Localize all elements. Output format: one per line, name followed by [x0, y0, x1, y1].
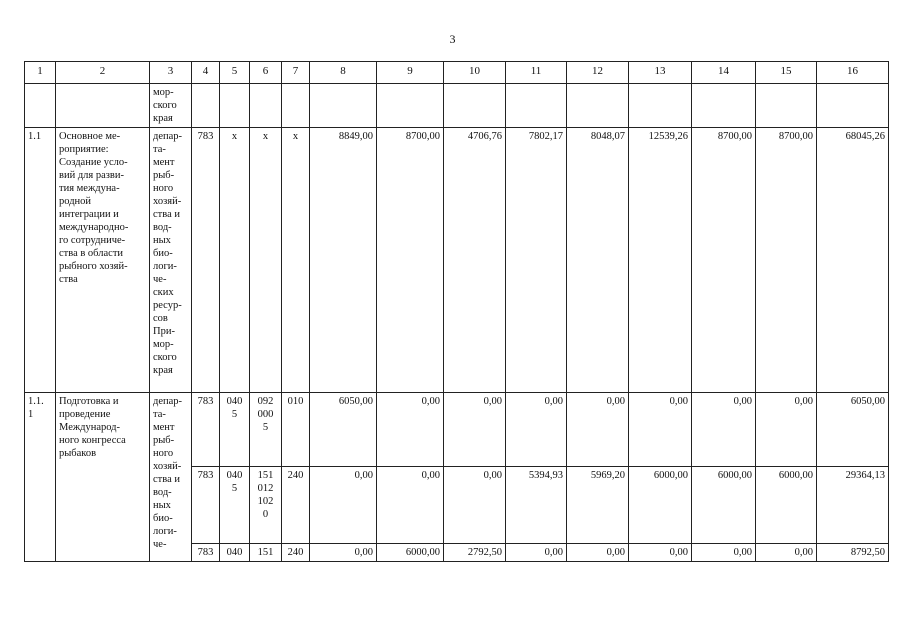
col-header: 15: [756, 62, 817, 84]
amount-cell: 8849,00: [310, 128, 377, 393]
col-header: 14: [692, 62, 756, 84]
cell: [25, 84, 56, 128]
col-header: 2: [56, 62, 150, 84]
responsible-executor-cell: депар- та- мент рыб- ного хозяй- ства и вод- ных био- логи- че-: [150, 393, 192, 562]
amount-cell: 0,00: [310, 467, 377, 544]
cell: [220, 84, 250, 128]
total-cell: 6050,00: [817, 393, 889, 467]
col-header: 7: [282, 62, 310, 84]
amount-cell: 0,00: [506, 544, 567, 562]
col-header: 5: [220, 62, 250, 84]
total-cell: 8792,50: [817, 544, 889, 562]
cell: [817, 84, 889, 128]
amount-cell: 0,00: [629, 544, 692, 562]
amount-cell: 6050,00: [310, 393, 377, 467]
item-name-cell: Подготовка и проведение Международ- ного конгресса рыбаков: [56, 393, 150, 562]
cell: [629, 84, 692, 128]
code-cell: 783: [192, 128, 220, 393]
code-cell: 151 012 102 0: [250, 467, 282, 544]
code-cell: х: [250, 128, 282, 393]
cell: [56, 84, 150, 128]
column-number-header: [25, 62, 889, 84]
amount-cell: 8700,00: [377, 128, 444, 393]
amount-cell: 6000,00: [629, 467, 692, 544]
amount-cell: 6000,00: [692, 467, 756, 544]
code-cell: х: [282, 128, 310, 393]
amount-cell: 0,00: [377, 393, 444, 467]
amount-cell: 5969,20: [567, 467, 629, 544]
code-cell: 783: [192, 544, 220, 562]
responsible-executor-cell: депар- та- мент рыб- ного хозяй- ства и вод- ных био- логи- че- ских ресур- сов При- мор- ского края: [150, 128, 192, 393]
col-header: 12: [567, 62, 629, 84]
col-header: 4: [192, 62, 220, 84]
code-cell: 783: [192, 393, 220, 467]
amount-cell: 0,00: [629, 393, 692, 467]
budget-table: [24, 61, 889, 562]
amount-cell: 4706,76: [444, 128, 506, 393]
code-cell: 040 5: [220, 393, 250, 467]
amount-cell: 0,00: [756, 393, 817, 467]
amount-cell: 0,00: [692, 544, 756, 562]
amount-cell: 0,00: [444, 467, 506, 544]
amount-cell: 2792,50: [444, 544, 506, 562]
col-header: 10: [444, 62, 506, 84]
amount-cell: 0,00: [506, 393, 567, 467]
code-cell: 240: [282, 544, 310, 562]
col-header: 1: [25, 62, 56, 84]
cell: [310, 84, 377, 128]
cell: [506, 84, 567, 128]
code-cell: 151: [250, 544, 282, 562]
amount-cell: 0,00: [444, 393, 506, 467]
cell: [567, 84, 629, 128]
col-header: 9: [377, 62, 444, 84]
amount-cell: 0,00: [756, 544, 817, 562]
amount-cell: 6000,00: [756, 467, 817, 544]
cell: [692, 84, 756, 128]
cell: [377, 84, 444, 128]
total-cell: 29364,13: [817, 467, 889, 544]
col-header: 16: [817, 62, 889, 84]
amount-cell: 6000,00: [377, 544, 444, 562]
col-header: 3: [150, 62, 192, 84]
cell: [756, 84, 817, 128]
code-cell: 240: [282, 467, 310, 544]
col-header: 11: [506, 62, 567, 84]
table-row: [25, 84, 889, 128]
amount-cell: 5394,93: [506, 467, 567, 544]
code-cell: 010: [282, 393, 310, 467]
cell: [444, 84, 506, 128]
col-header: 13: [629, 62, 692, 84]
code-cell: 092 000 5: [250, 393, 282, 467]
amount-cell: 0,00: [692, 393, 756, 467]
col-header: 6: [250, 62, 282, 84]
amount-cell: 7802,17: [506, 128, 567, 393]
amount-cell: 8700,00: [692, 128, 756, 393]
table-row: [25, 128, 889, 393]
code-cell: 783: [192, 467, 220, 544]
item-number-cell: 1.1. 1: [25, 393, 56, 562]
item-number-cell: 1.1: [25, 128, 56, 393]
responsible-executor-cell: мор- ского края: [150, 84, 192, 128]
table-row: [25, 393, 889, 467]
item-name-cell: Основное ме- роприятие: Создание усло- вий для разви- тия междуна- родной интеграции и международно- го сотрудниче- ства в области рыбного хозяй- ства: [56, 128, 150, 393]
col-header: 8: [310, 62, 377, 84]
code-cell: 040 5: [220, 467, 250, 544]
amount-cell: 0,00: [377, 467, 444, 544]
code-cell: 040: [220, 544, 250, 562]
amount-cell: 0,00: [567, 393, 629, 467]
cell: [250, 84, 282, 128]
amount-cell: 12539,26: [629, 128, 692, 393]
amount-cell: 0,00: [310, 544, 377, 562]
cell: [192, 84, 220, 128]
amount-cell: 0,00: [567, 544, 629, 562]
cell: [282, 84, 310, 128]
total-cell: 68045,26: [817, 128, 889, 393]
code-cell: х: [220, 128, 250, 393]
page-number: 3: [449, 32, 456, 46]
amount-cell: 8048,07: [567, 128, 629, 393]
amount-cell: 8700,00: [756, 128, 817, 393]
